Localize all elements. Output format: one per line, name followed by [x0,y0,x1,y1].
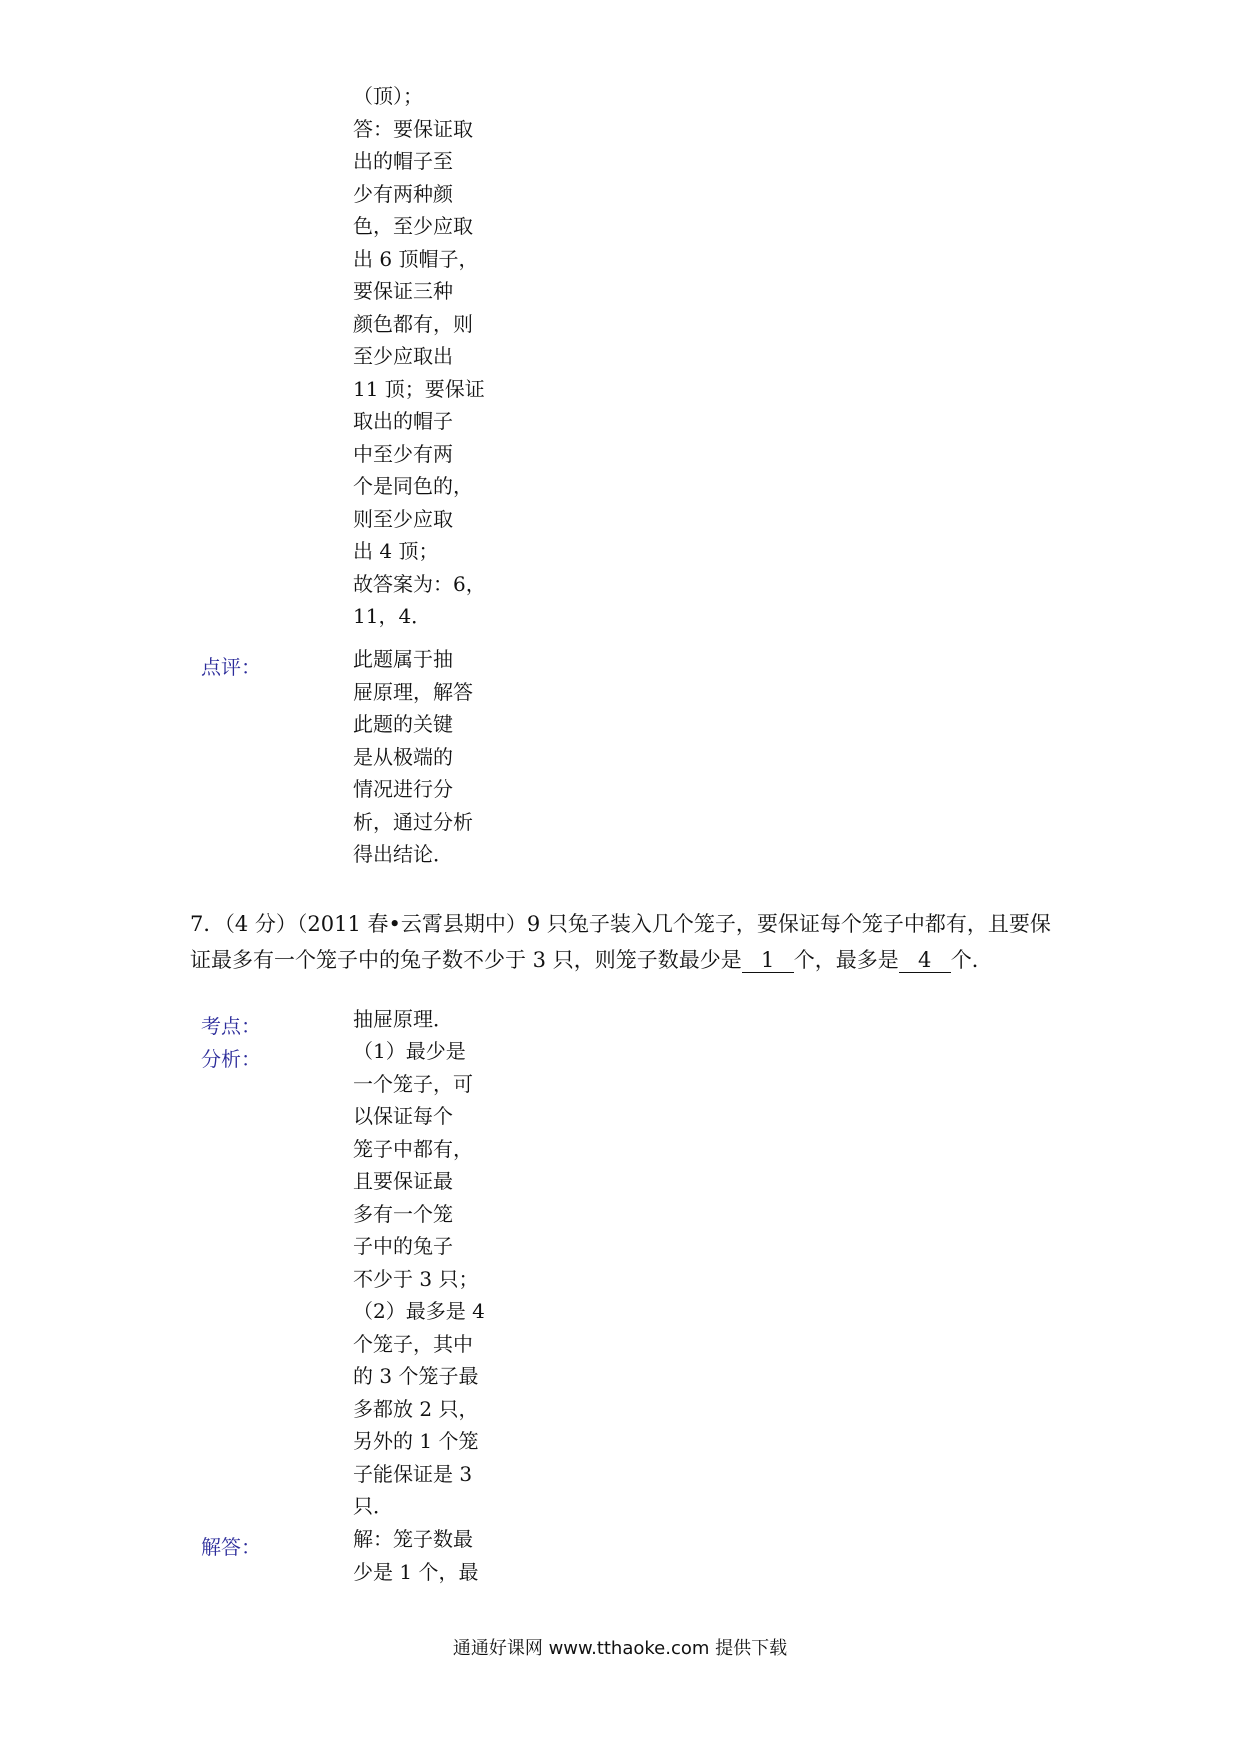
answer-line: 出 6 顶帽子， [353,246,479,271]
fenxi-line: 且要保证最 [353,1169,453,1193]
question-7-line-1: 7．（4 分）（2011 春•云霄县期中）9 只兔子装入几个笼子，要保证每个笼子中都有，且要保 [190,912,1051,936]
jieda-label: 解答： [201,1535,261,1559]
fenxi-line: 一个笼子，可 [353,1071,473,1096]
answer-line: 出的帽子至 [353,149,453,173]
question-7-line-2 [190,942,993,978]
answer-line: 则至少应取 [353,506,453,531]
answer-line: 答：要保证取 [353,116,473,141]
answer-line: 颜色都有，则 [353,311,473,336]
jieda-block [353,1523,478,1588]
question-7-text: 个，最多是 [793,948,899,972]
jieda-line: 少是 1 个，最 [353,1559,479,1584]
question-7-text: 证最多有一个笼子中的兔子数不少于 3 只，则笼子数最少是 [190,948,742,972]
review-label: 点评： [201,655,261,679]
fenxi-line: （2）最多是 4 [353,1299,485,1323]
answer-blank-max: 4 [899,948,951,973]
answer-line: 中至少有两 [353,441,453,466]
review-line: 析，通过分析 [353,809,473,834]
answer-line: 少有两种颜 [353,181,453,206]
fenxi-line: 多有一个笼 [353,1201,453,1226]
fenxi-line: 以保证每个 [353,1104,453,1128]
fenxi-line: 的 3 个笼子最 [353,1364,479,1388]
answer-line: 色，至少应取 [353,214,473,238]
answer-line: 11 顶；要保证 [353,376,485,401]
review-block [353,643,473,871]
kaodian-text: 抽屉原理． [353,1007,453,1031]
answer-line: 至少应取出 [353,344,453,368]
review-line: 此题属于抽 [353,647,453,671]
question-7-text: 个． [950,948,993,972]
fenxi-line: 不少于 3 只； [353,1266,479,1291]
review-line: 得出结论． [353,842,453,866]
review-line: 此题的关键 [353,712,453,736]
answer-blank-min: 1 [742,948,794,973]
fenxi-line: 子能保证是 3 [353,1461,473,1486]
fenxi-line: 笼子中都有， [353,1136,473,1161]
page-footer: 通通好课网 www.tthaoke.com 提供下载 [452,1638,788,1659]
fenxi-block [353,1035,485,1523]
fenxi-line: 个笼子，其中 [353,1331,473,1356]
review-line: 情况进行分 [353,777,453,801]
answer-line: 取出的帽子 [353,409,453,433]
review-line: 是从极端的 [353,744,453,769]
answer-line: 个是同色的， [353,474,473,498]
answer-line: 11，4． [353,604,432,628]
fenxi-line: （1）最少是 [353,1039,466,1063]
answer-line: （顶）； [353,84,423,108]
kaodian-label: 考点： [201,1014,261,1038]
answer-line: 故答案为：6， [353,571,486,596]
jieda-line: 解：笼子数最 [353,1527,473,1551]
fenxi-line: 多都放 2 只， [353,1396,479,1421]
fenxi-line: 只． [353,1494,393,1518]
fenxi-label: 分析： [201,1047,261,1071]
answer-line: 要保证三种 [353,279,453,303]
fenxi-line: 子中的兔子 [353,1234,453,1258]
review-line: 屉原理，解答 [353,679,473,704]
fenxi-line: 另外的 1 个笼 [353,1429,479,1453]
answer-line: 出 4 顶； [353,539,439,563]
prev-answer-block [353,80,486,633]
